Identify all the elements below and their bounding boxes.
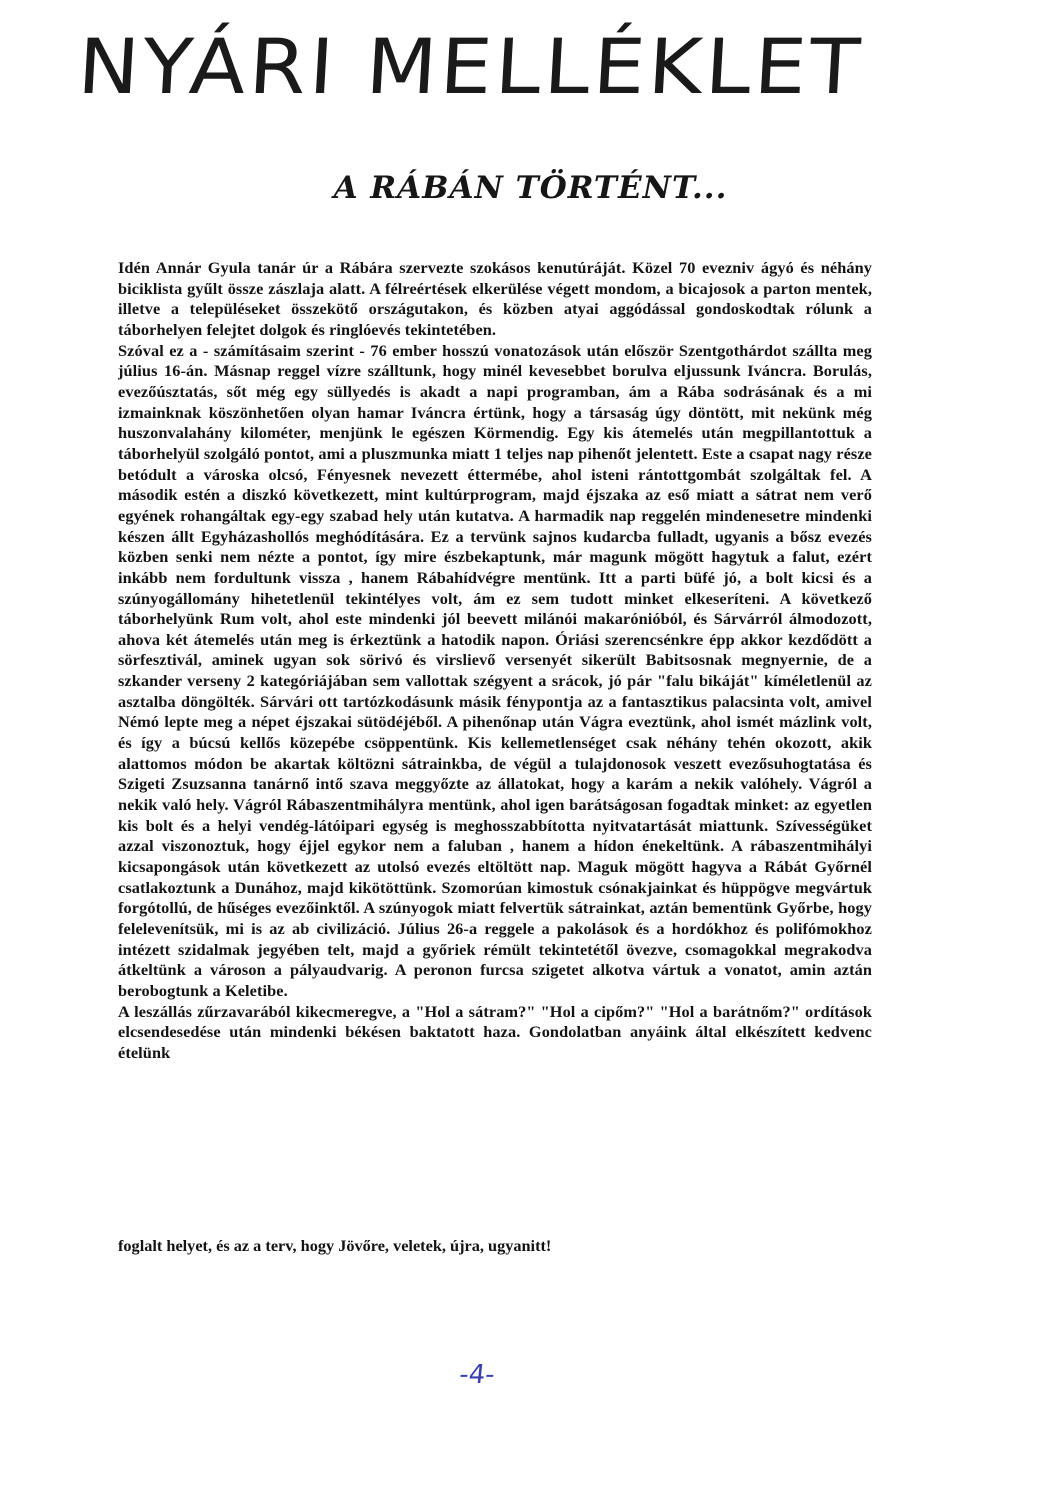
article-paragraph: Idén Annár Gyula tanár úr a Rábára szervezte szokásos kenutúráját. Közel 70 evezniv ágyó és néhány biciklista gyűlt össze zászlaja alatt. A félreértések elkerülése végett mondom, a bicajosok a parton mentek, illetve a településeket összekötő országutakon, és közben atyai aggódással gondoskodtak rólunk a táborhelyen felejtet dolgok és ringlóevés tekintetében.	[118, 258, 872, 339]
article-paragraph: Szóval ez a - számításaim szerint - 76 ember hosszú vonatozások után először Szentgothárdot szállta meg július 16-án. Másnap reggel vízre szálltunk, hogy minél kevesebbet borulva eljussunk Iváncra. Borulás, evezőúsztatás, sőt még egy süllyedés is akadt a napi programban, ám a Rába sodrásának és a mi izmainknak köszönhetően olyan hamar Iváncra értünk, hogy a társaság úgy döntött, mit nekünk még huszonvalahány kilométer, menjünk le egészen Körmendig. Egy kis átemelés után megpillantottuk a táborhelyül szolgáló pontot, ami a pluszmunka miatt 1 teljes nap pihenőt jelentett. Este a csapat nagy része betódult a városka olcsó, Fényesnek nevezett éttermébe, ahol isteni rántottgombát szolgáltak fel. A második estén a diszkó következett, mint kultúrprogram, majd éjszaka az eső miatt a sátrat nem verő egyének rohangáltak egy-egy szabad hely után kutatva. A harmadik nap reggelén mindenesetre mindenki készen állt Egyházashollós meghódítására. Ez a tervünk sajnos kudarcba fulladt, ugyanis a bősz evezés közben senki nem nézte a pontot, így mire észbekaptunk, már magunk mögött hagytuk a falut, ezért inkább nem fordultunk vissza , hanem Rábahídvégre mentünk. Itt a parti büfé jó, a bolt kicsi és a szúnyogállomány hihetetlenül tekintélyes volt, ám ez sem tudott minket elkeseríteni. A következő táborhelyünk Rum volt, ahol este mindenki jól beevett milánói makarónióból, és Sárvárról álmodozott, ahova két átemelés után meg is érkeztünk a hatodik napon. Óriási szerencsénkre épp akkor kezdődött a sörfesztivál, aminek ugyan sok sörivó és virslievő versenyét sikerült Babitsosnak megnyernie, de a szkander verseny 2 kategóriájában sem vallottak szégyent a srácok, jó pár "falu bikáját" kíméletlenül az asztalba döngölték. Sárvári ott tartózkodásunk másik fénypontja az a fantasztikus palacsinta volt, amivel Némó lepte meg a népet éjszakai sütödéjéből. A pihenőnap után Vágra eveztünk, ahol ismét mázlink volt, és így a búcsú kellős közepébe csöppentünk. Kis kellemetlenséget csak néhány tehén okozott, akik alattomos módon be akartak költözni sátrainkba, de végül a tulajdonosok veszett evezősuhogtatása és Szigeti Zsuzsanna tanárnő intő szava meggyőzte az állatokat, hogy a karám a nekik valóhely. Vágról a nekik való hely. Vágról Rábaszentmihályra mentünk, ahol igen barátságosan fogadtak minket: az egyetlen kis bolt és a helyi vendég-látóipari egység is meghosszabbította nyitvatartását miattunk. Szívességüket azzal viszonoztuk, hogy éjjel egykor nem a faluban , hanem a hídon énekeltünk. A rábaszentmihályi kicsapongások után következett az utolsó evezés eltöltött nap. Maguk mögött hagyva a Rábát Győrnél csatlakoztunk a Dunához, majd kikötöttünk. Szomorúan kimostuk csónakjainkat és hüppögve megvártuk forgótollú, de hűséges evezőinktől. A szúnyogok miatt felvertük sátrainkat, aztán bementünk Győrbe, hogy felelevenítsük, mi is az ab civilizáció. Július 26-a reggele a pakolások és a hordókhoz és polifómokhoz intézett szidalmak jegyében telt, majd a győriek rémült tekintetétől övezve, csomagokkal megrakodva átkeltünk a városon a pályaudvarig. A peronon furcsa szigetet alkotva vártuk a vonatot, amin aztán berobogtunk a Keletibe.	[118, 340, 872, 1000]
article-title: A RÁBÁN TÖRTÉNT...	[333, 170, 728, 206]
article-body	[118, 258, 872, 1064]
closing-line: foglalt helyet, és az a terv, hogy Jövőre, veletek, újra, ugyanitt!	[118, 1236, 552, 1255]
page-number: -4-	[457, 1360, 497, 1390]
article-paragraph: A leszállás zűrzavarából kikecmeregve, a "Hol a sátram?" "Hol a cipőm?" "Hol a barátnőm?" ordítások elcsendesedése után mindenki békésen baktatott haza. Gondolatban anyáink által elkészített kedvenc ételünk	[118, 1001, 872, 1062]
masthead-title: NYÁRI MELLÉKLET	[75, 22, 866, 111]
